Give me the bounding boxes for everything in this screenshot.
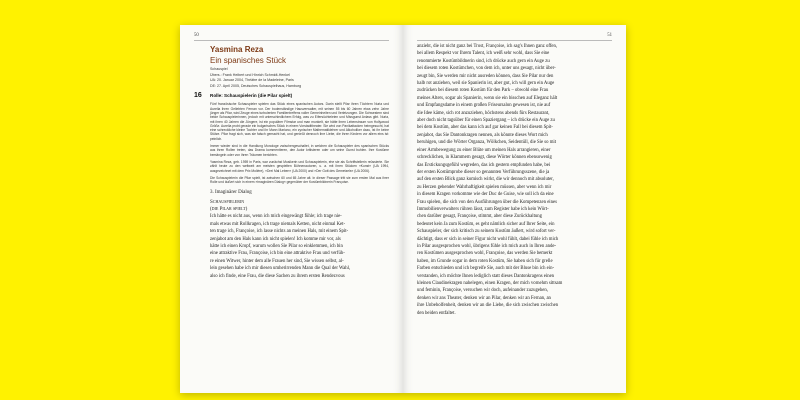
genre: Schauspiel bbox=[210, 67, 228, 71]
text-line: ten trage ich, Françoise, ich lasse nichts an meinen Hals, mit einem Spit- bbox=[210, 229, 349, 235]
book-spread bbox=[180, 25, 626, 393]
role-heading bbox=[194, 92, 389, 99]
text-line: Ich hätte es nicht aus, wenn ich mich eingewängt fühle; ich trage nie- bbox=[210, 214, 342, 220]
role-title: Rolle: Schauspielerin (die Pilar spielt) bbox=[210, 93, 293, 99]
speaker-name: Schauspielerin bbox=[210, 200, 245, 206]
text-line: zenjabot am den Hals kann ich nicht spielen! Ich komme mir vor, als bbox=[210, 236, 341, 242]
text-line: das Erstickungsgefühl wegreden, das ich gestern empfunden habe, bei bbox=[417, 162, 551, 168]
text-line: und Empfangsdame in einem großen Friseursalon gewesen ist, nie auf bbox=[417, 103, 551, 109]
text-line: auf den ersten Blick ganz komisch wirkt, die wir dennoch mit absoluter, bbox=[417, 177, 554, 183]
text-line: zenjabot, das Sie Dantonkragen nennen, als könnte dieses Wort mich bbox=[417, 132, 548, 138]
text-line: chen darüber gesagt, Françoise, stimmt, aber diese Zurückhaltung bbox=[417, 214, 543, 220]
text-line: Farben entschieden und ich begreife Sie, auch mit der Bluse bin ich ein- bbox=[417, 266, 555, 272]
text-line: ren Kostümen ausgesprochen wohl, Françoise, das werden Sie bemerkt bbox=[417, 251, 553, 257]
text-line: re einen Witwer, hinter dem alle Frauen her sind, Sie wissen selbst, al- bbox=[210, 258, 344, 264]
intro-paragraph-1: Fünf französische Schauspieler spielen das Stück eines spanischen Autors. Darin stellt Pilar ihren Töchtern Nuria und Aurelia ihren Geliebten Fernan vor. Der bodenständige Hausverwalter, mit seinen 55 bis 60 Jahren etwa zehn Jahre jünger als Pilar, wird Zeuge eines turbulenten Familientreffens voller Gemeinheiten und Verletzungen. Die Schwestern sind beide Schauspielerinnen, jedoch mit unterschiedlichem Erfolg, was zu Eifersüchteleien und Missgunst Anlass gibt. Nuria, mit ihren 40 Jahren die Jüngere, ist ein populärer Filmstar und man munkelt, sie hätte ihren Lebenstraum von Hollywood Größe. Aurelia probt gerade ein bulgarisches Stück in einem Vorstadttheater. Sie wird von Panikattacken heimgesucht, hat eine schreckliche kleine Tochter und ihr Mann Mariano, ein zynischer Mathematiklehrer und Alkoholiker dazu, ist ihr keine Stütze. Pilar fragt sich, was sie falsch gemacht hat, und genießt dennoch ihre Liebe, die ihren Kindern vor allem eins ist: peinlich. bbox=[210, 102, 389, 141]
text-line: die Idee käme, sich rot anzuziehen, höchstens abends fürs Restaurant, bbox=[417, 110, 550, 116]
text-line: denken wir ans Theater, denken wir an Pilar, denken wir an Fernan, an bbox=[417, 295, 551, 301]
left-page bbox=[180, 25, 403, 393]
text-line: einer Armbewegung zu einer Blüte um meinen Hals arrangieren, einer bbox=[417, 147, 551, 153]
text-line: der ersten Kostümprobe dieser so genannten Verführungsszene, die ja bbox=[417, 169, 550, 175]
right-page bbox=[403, 25, 626, 393]
text-line: mals etwas mit Rollkragen, ich trage niemals Ketten, nicht einmal Ket- bbox=[210, 221, 346, 227]
author-name: Yasmina Reza bbox=[210, 45, 264, 54]
text-line: zudrücken bei diesem roten Kostüm für den Park – obwohl eine Frau bbox=[417, 88, 549, 94]
text-line: haben, im Grunde sogar in dem roten Kostüm, Sie haben sich für grelle bbox=[417, 258, 553, 264]
text-line: den beiden entfaltet. bbox=[417, 310, 456, 316]
text-line: dächtigt, dass er sich in seiner Figur nicht wohl fühlt, dabei fühle ich mich bbox=[417, 236, 559, 242]
text-line: schrecklichen, in Klammern gesagt, diese Wörter können ebensowenig bbox=[417, 155, 552, 161]
text-line: halb rot anziehen, weil sie Spanierin ist, aber gut, ich will gern ein Auge bbox=[417, 81, 555, 87]
text-line: verstanden, ich möchte Ihnen lediglich statt dieses Dantonkragens einen bbox=[417, 273, 555, 279]
left-monologue bbox=[210, 213, 389, 280]
text-line: Frau spielen, die sich von den Ausführungen über die Kompetenzen eines bbox=[417, 199, 557, 205]
text-line: zu Herzen gehender Wahrhaftigkeit spielen müssen, aber wenn ich mir bbox=[417, 184, 552, 190]
text-line: hätte ich einen Kropf, warum wollen Sie Pilar so einklemmen, ich bin bbox=[210, 244, 343, 250]
left-page-number: 50 bbox=[194, 33, 199, 38]
text-line: bei diesem roten Kostümchen, von dem ich, unter uns gesagt, nicht über- bbox=[417, 66, 556, 72]
text-line: also ich finde, eine Frau, die diese Sachen zu ihrem ersten Rendezvous bbox=[210, 273, 345, 279]
text-line: in Pilar ausgesprochen wohl, übrigens fühle ich mich auch in Ihren ande- bbox=[417, 243, 557, 249]
text-line: eine attraktive Frau, Françoise, ich bin eine attraktive Frau und verfüh- bbox=[210, 251, 345, 257]
left-header-rule bbox=[194, 40, 389, 41]
role-number: 16 bbox=[194, 92, 202, 100]
work-title: Ein spanisches Stück bbox=[210, 56, 287, 65]
text-line: bei allem Respekt vor Ihrem Talent, ich weiß sehr wohl, dass Sie eine bbox=[417, 51, 550, 57]
text-line: aber doch nicht tagsüber für einen Spaziergang – ich drücke ein Auge zu bbox=[417, 118, 555, 124]
text-line: bei dem Kostüm, aber das kann ich auf gar keinen Fall bei diesem Spit- bbox=[417, 125, 553, 131]
text-line: beruhigen, und die Wörter Organza, Wölkchen, Seidentüll, die Sie so mit bbox=[417, 140, 557, 146]
intro-paragraph-3: Yasmina Reza, geb. 1959 in Paris, war zunächst Musikerin und Schauspielerin, ehe sie als Schriftstellerin reüssierte. Sie zählt heute zu den weltweit am meisten gespielten Bühnenautoren, u. a. mit ihren Stücken »Kunst« (UA 1994, ausgezeichnet mit dem Prix Molière), »Drei Mal Leben« (UA 2000) und »Der Gott des Gemetzels« (UA 2006). bbox=[210, 159, 389, 173]
text-line: meines Alters, sogar als Spanierin, wenn sie ein bisschen auf Eleganz hält bbox=[417, 95, 558, 101]
text-line: lein gesehen habe ich mir diesen umherirrenden Mann die Qual der Wahl, bbox=[210, 266, 351, 272]
text-line: in diesem Kragen vorkomme wie der Duc de Guise, wie soll ich da eine bbox=[417, 192, 554, 198]
text-line: ihre Unbeholfenheit, denken wir an die Liebe, die sich zwischen zwischen bbox=[417, 303, 559, 309]
text-line: Immobilienverwalters rühren lässt, zum Register habe ich kein Wört- bbox=[417, 206, 549, 212]
text-line: kleinen Claudinekragen nahelegen, einen Kragen, der mich vornehm sittsam bbox=[417, 281, 563, 286]
premiere-1: UA: 20. Januar 2004, Théâtre de la Madeleine, Paris bbox=[210, 78, 294, 83]
section-heading: 3. Imaginärer Dialog bbox=[210, 190, 252, 196]
right-header-rule bbox=[417, 40, 612, 41]
speaker-note: (die Pilar spielt) bbox=[210, 207, 248, 213]
left-column bbox=[194, 45, 389, 280]
translation-credit: Übers.: Frank Heibert und Hinrich Schmidt-Henkel bbox=[210, 72, 290, 77]
text-line: zeugt bin, Sie werden mir nicht ausreden können, dass Sie Pilar nur den bbox=[417, 73, 554, 79]
text-line: anzieht, die ist nicht ganz bei Trost, Françoise, ich sag's Ihnen ganz offen, bbox=[417, 44, 558, 49]
text-line: und feminin, Françoise, versuchen wir doch, aufeinander zuzugehen, bbox=[417, 288, 548, 294]
premiere-2: DE: 27. April 2005, Deutsches Schauspielhaus, Hamburg bbox=[210, 83, 302, 88]
right-page-number: 51 bbox=[607, 33, 612, 38]
text-line: renommierte Kostümbildnerin sind, ich drücke auch gern ein Auge zu bbox=[417, 58, 550, 64]
text-line: Schauspieler, der sich kritisch zu seinem Kostüm äußert, wird sofort ver- bbox=[417, 229, 556, 235]
right-monologue bbox=[417, 43, 598, 317]
intro-paragraph-2: Immer wieder sind in die Handlung Monologe zwischengeschaltet, in welchen die Schauspieler des spanischen Stücks aus ihren Rollen treten, das Drama kommentieren, den Autor kritisieren oder um seine Gunst buhlen. Ihre Kostüme bemängeln oder von ihren Träumen berichten. bbox=[210, 144, 389, 157]
intro-paragraph-4: Die Schauspielerin die Pilar spielt, ist zwischen 60 und 65 Jahre alt. In dieser Passage tritt sie zum ersten Mal aus ihrer Rolle und äußert sich in einem »imaginären Dialog« gegenüber der Kostümbildnerin Françoise. bbox=[210, 175, 389, 185]
text-line: bedeutet kein Ja zum Kostüm, es geht nämlich sicher auf Ihrer Seite, ein bbox=[417, 221, 555, 227]
